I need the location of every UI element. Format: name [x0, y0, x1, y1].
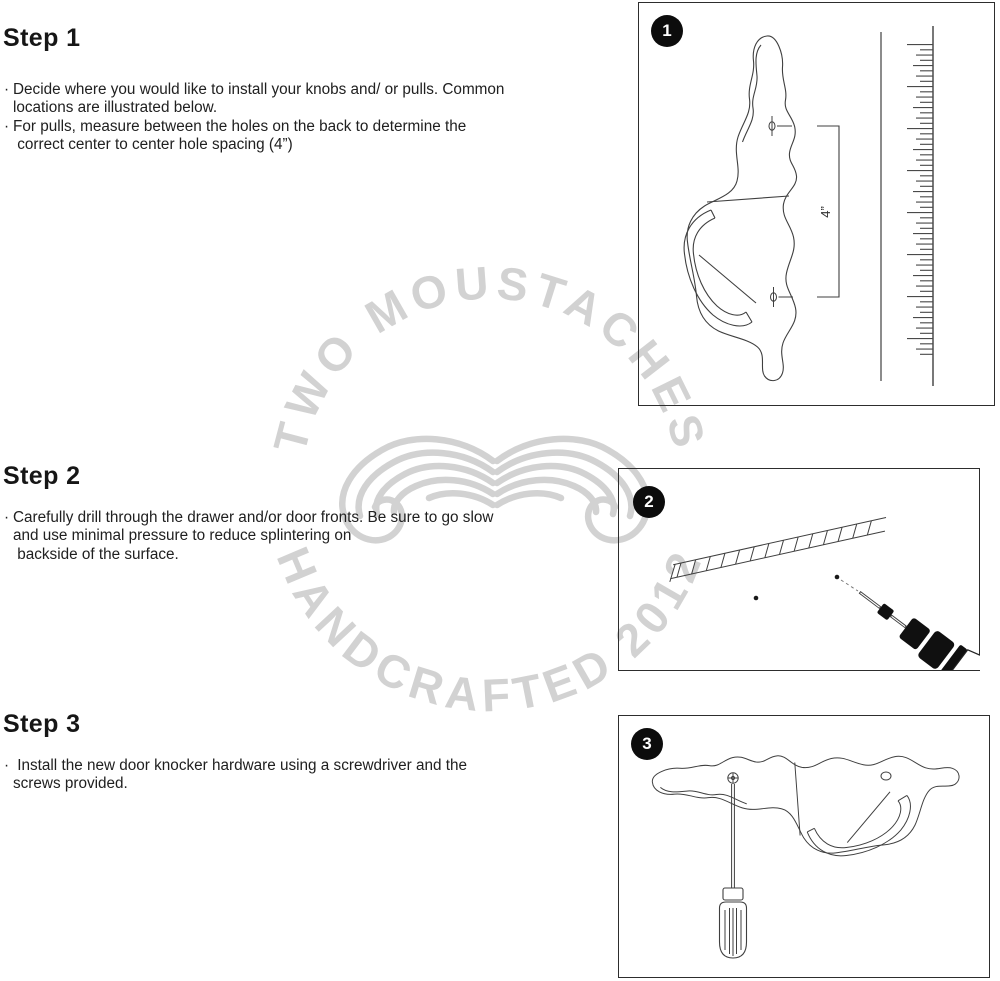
- hole-markers: [769, 116, 793, 307]
- figure-3-number-badge: 3: [631, 728, 663, 760]
- step-2-title: Step 2: [3, 462, 81, 490]
- screwdriver-icon: [720, 784, 747, 958]
- bullet-line: · For pulls, measure between the holes on the back to determine the: [4, 117, 467, 135]
- step-1-instructions: [4, 81, 504, 155]
- dimension-label: 4”: [818, 206, 833, 218]
- pilot-hole-dot: [835, 575, 840, 580]
- bullet-dot: ·: [4, 81, 10, 98]
- bullet-line: · Decide where you would like to install your knobs and/ or pulls. Common: [4, 81, 505, 98]
- bullet-dot: ·: [4, 509, 10, 526]
- step-3-instructions: [4, 757, 467, 794]
- step-2-instructions: [4, 509, 493, 564]
- figure-1-number-badge: 1: [651, 15, 683, 47]
- bullet-dot: ·: [4, 117, 10, 135]
- pilot-hole-dot: [754, 596, 759, 601]
- bullet-line: correct center to center hole spacing (4”): [13, 136, 293, 154]
- bullet-line: · Carefully drill through the drawer and/or door fronts. Be sure to go slow: [4, 509, 494, 526]
- figure-2-number-badge: 2: [633, 486, 665, 518]
- drill-guide-line: [841, 580, 858, 591]
- bullet-dot: ·: [4, 757, 10, 774]
- ruler-icon: [881, 26, 933, 386]
- watermark-text-bottom: HANDCRAFTED 2012: [266, 539, 714, 722]
- bullet-line: screws provided.: [13, 775, 128, 793]
- bullet-line: locations are illustrated below.: [13, 99, 218, 117]
- watermark-text-top: TWO MOUSTACHES: [263, 255, 717, 459]
- figure-3-box: [618, 715, 990, 978]
- measuring-strip: [666, 518, 889, 582]
- figure-2-illustration: [619, 469, 980, 670]
- bullet-line: backside of the surface.: [13, 545, 179, 563]
- step-1-title: Step 1: [3, 24, 81, 52]
- figure-1-illustration: [639, 3, 996, 407]
- screw-icon: [728, 773, 738, 783]
- step-3-title: Step 3: [3, 710, 81, 738]
- screw-hole: [881, 772, 891, 780]
- figure-1-box: [638, 2, 995, 406]
- door-knocker-drawing: [652, 756, 959, 856]
- bullet-line: and use minimal pressure to reduce splintering on: [13, 527, 352, 545]
- drill-icon: [848, 571, 980, 670]
- figure-3-illustration: [619, 716, 990, 977]
- bullet-line: · Install the new door knocker hardware using a screwdriver and the: [4, 757, 468, 774]
- figure-2-box: [618, 468, 980, 671]
